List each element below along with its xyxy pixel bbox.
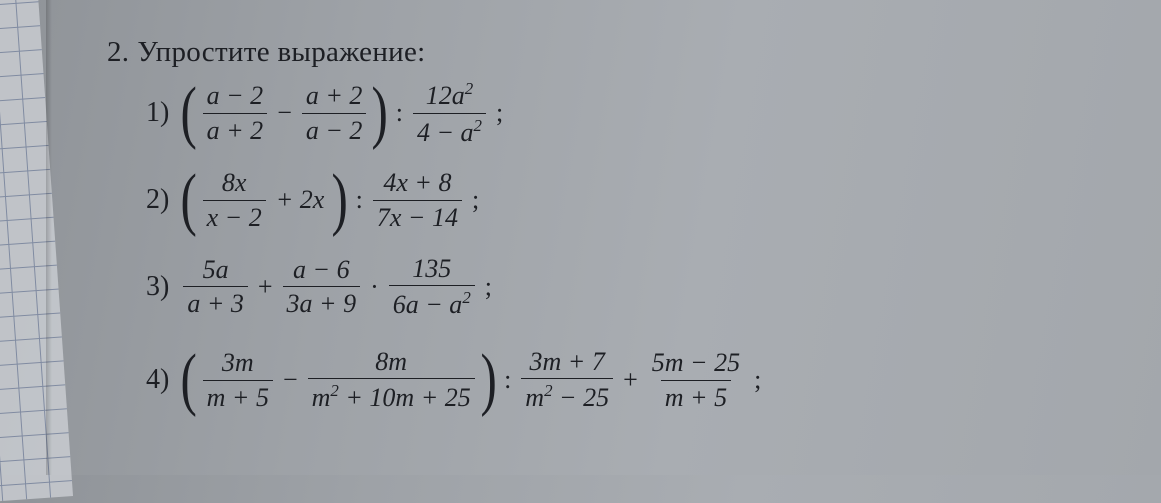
division-colon: :	[395, 98, 403, 127]
fraction	[373, 169, 462, 231]
fraction	[389, 255, 475, 319]
operator: +	[257, 271, 273, 301]
semicolon: ;	[754, 365, 762, 394]
expression-label: 4)	[146, 364, 170, 395]
numerator-base: 12a	[425, 81, 465, 111]
numerator: 8x	[221, 168, 247, 198]
fraction	[283, 256, 361, 318]
fraction	[521, 348, 613, 412]
denominator: x − 2	[203, 200, 266, 231]
numerator: 5a	[202, 255, 229, 285]
fraction	[413, 80, 486, 146]
denominator-base: m	[311, 383, 331, 413]
numerator: a − 2	[206, 81, 264, 111]
textbook-page	[50, 0, 1161, 475]
left-paren: (	[180, 74, 198, 151]
numerator: 3m	[221, 348, 254, 378]
denominator-rest: + 10m + 25	[338, 383, 471, 413]
denominator: 3a + 9	[283, 286, 361, 317]
denominator: 7x − 14	[373, 200, 462, 231]
operator: +	[623, 365, 638, 394]
task-number: 2.	[107, 36, 130, 68]
denominator: a + 2	[203, 113, 268, 144]
task-heading	[107, 36, 426, 69]
fraction	[203, 349, 273, 411]
exponent: 2	[330, 381, 339, 401]
numerator: 4x + 8	[383, 168, 452, 198]
term: + 2x	[275, 185, 325, 214]
numerator: 3m + 7	[529, 347, 605, 377]
left-paren: (	[180, 341, 198, 418]
expression-1	[146, 74, 504, 151]
denominator	[413, 113, 486, 146]
semicolon: ;	[495, 98, 504, 127]
fraction	[183, 256, 248, 318]
numerator: 8m	[375, 347, 408, 377]
left-paren: (	[180, 161, 198, 238]
numerator: 135	[412, 254, 452, 283]
exponent: 2	[462, 288, 471, 308]
expression-4	[146, 341, 762, 418]
fraction	[648, 349, 744, 411]
denominator-base: m	[525, 383, 545, 413]
operator: −	[282, 365, 298, 394]
task-title: Упростите выражение:	[137, 36, 426, 68]
fraction	[203, 169, 266, 231]
denominator: a + 3	[183, 286, 248, 317]
numerator	[422, 80, 477, 112]
right-paren: )	[331, 161, 349, 238]
division-colon: :	[504, 365, 512, 394]
exponent: 2	[473, 115, 482, 135]
denominator	[521, 378, 613, 411]
expression-3	[146, 255, 492, 319]
fraction	[302, 82, 367, 144]
expression-label: 2)	[146, 184, 170, 215]
semicolon: ;	[471, 185, 480, 214]
exponent: 2	[464, 79, 474, 99]
denominator	[389, 285, 475, 318]
division-colon: :	[355, 185, 363, 214]
right-paren: )	[480, 341, 497, 418]
expression-label: 3)	[146, 270, 170, 302]
denominator: m + 5	[203, 380, 273, 411]
denominator: a − 2	[302, 113, 367, 144]
numerator: a + 2	[305, 81, 363, 111]
expression-2	[146, 161, 480, 238]
denominator-base: 4 − a	[416, 117, 474, 147]
exponent: 2	[544, 381, 553, 401]
denominator: m + 5	[661, 380, 731, 411]
semicolon: ;	[484, 271, 492, 301]
fraction	[308, 348, 475, 412]
multiply-dot: ·	[370, 271, 379, 301]
denominator-rest: − 25	[552, 383, 610, 413]
expression-label: 1)	[146, 97, 170, 128]
numerator: 5m − 25	[651, 348, 741, 378]
denominator	[308, 378, 475, 411]
right-paren: )	[371, 74, 389, 151]
denominator-base: 6a − a	[392, 290, 463, 320]
numerator: a − 6	[293, 255, 350, 285]
operator: −	[277, 98, 292, 127]
fraction	[203, 82, 268, 144]
